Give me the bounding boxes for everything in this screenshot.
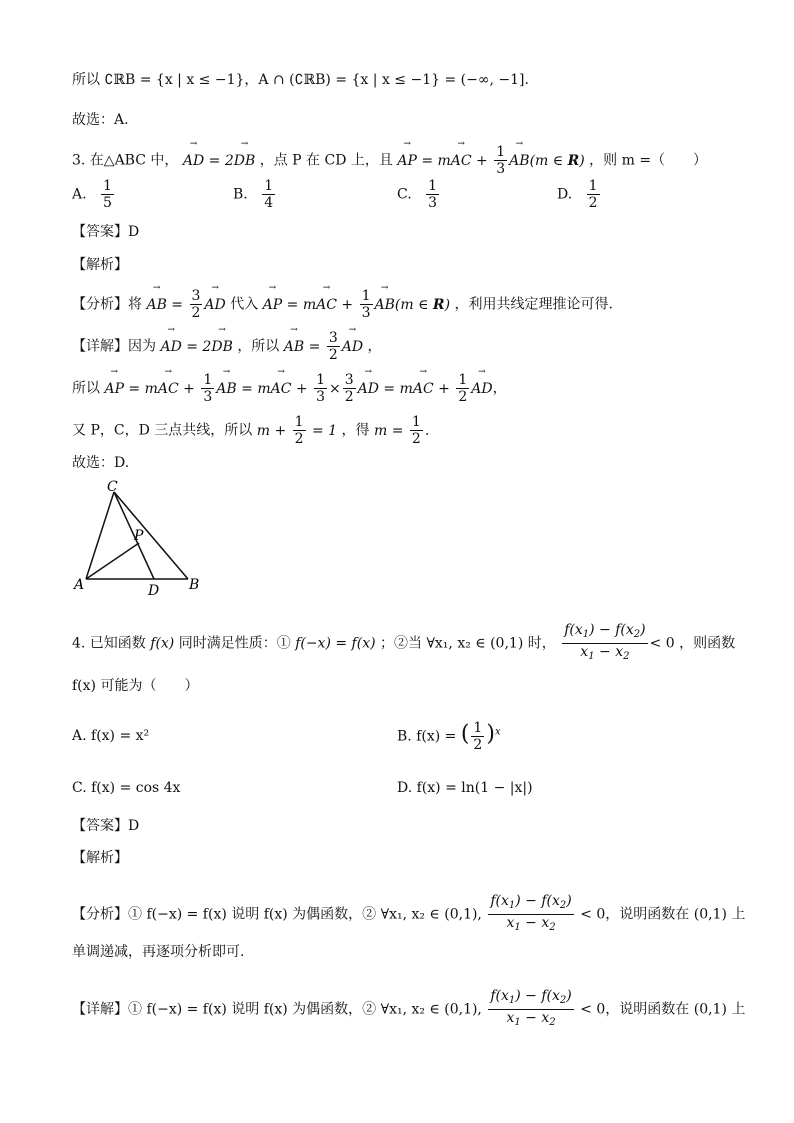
solution-line-complement: [72, 70, 529, 90]
edge-ca: [86, 492, 114, 579]
analysis-4-header: [72, 848, 128, 868]
formula-ap: → AP = m→ AC + $\frac{1}{3}$ → AB(m ∈ R): [397, 153, 584, 169]
edge-cb: [114, 492, 188, 579]
text: ，得: [341, 422, 370, 439]
option-d: D. $\frac{1}{2}$: [557, 178, 598, 211]
option-b: B. $\frac{1}{4}$: [233, 178, 274, 211]
analysis-4-fenxi: 【分析】① f(−x) = f(x) 说明 f(x) 为偶函数，② ∀x₁, x₂ ∈ (0,1), $\frac{f(x_1) - f(x_2)}{x_1 - x_2}$ < 0，说明函数在 (0,1) 上: [72, 893, 746, 933]
answer-choice-line: [72, 110, 129, 130]
question-3-stem: [72, 144, 707, 177]
analysis-3-fenxi: [72, 288, 613, 321]
label-d: D: [148, 583, 160, 599]
text: 3. 在△ABC 中，: [72, 152, 179, 169]
text: 单调递减，再逐项分析即可.: [72, 944, 245, 960]
option-b-4: B. f(x) = ( $\frac{1}{2}$ )$^x$: [397, 720, 501, 753]
analysis-3-header: [72, 255, 128, 275]
text: 又 P，C，D 三点共线，所以: [72, 422, 253, 439]
text: B. f(x) =: [397, 728, 457, 745]
text: A.: [72, 186, 87, 203]
text: D.: [557, 186, 573, 203]
answer-4: [72, 816, 139, 836]
label-a: A: [74, 577, 85, 593]
formula: → AP = m→ AC + $\frac{1}{3}$ → AB(m ∈ R): [263, 297, 450, 313]
text: 【分析】将: [72, 296, 142, 313]
text: 【解析】: [72, 257, 128, 273]
text: ，利用共线定理推论可得.: [454, 296, 613, 313]
text: < 0，说明函数在 (0,1) 上: [580, 1001, 746, 1018]
text: ；②当 ∀x₁, x₂ ∈ (0,1) 时，: [380, 635, 556, 652]
text: B.: [233, 186, 248, 203]
text: 【答案】D: [72, 818, 140, 834]
text: 所以: [72, 380, 100, 397]
text: < 0，说明函数在 (0,1) 上: [580, 906, 746, 923]
analysis-3-collinear: [72, 414, 429, 447]
analysis-4-fenxi-line2: [72, 942, 244, 962]
text: 【详解】① f(−x) = f(x) 说明 f(x) 为偶函数，② ∀x₁, x₂ ∈ (0,1),: [72, 1001, 482, 1018]
formula-ad-2db: → AD = 2→ DB: [183, 153, 255, 169]
text: A. f(x) = x²: [72, 728, 150, 744]
label-b: B: [189, 577, 200, 593]
text: 4. 已知函数: [72, 635, 146, 652]
question-4-stem-line2: [72, 676, 198, 696]
analysis-3-detail: [72, 330, 382, 363]
formula: m + $\frac{1}{2}$ = 1: [256, 414, 338, 447]
formula: → AB = $\frac{3}{2}$ → AD: [284, 339, 363, 355]
formula: → AD = 2→ DB: [160, 339, 232, 355]
text: 【分析】① f(−x) = f(x) 说明 f(x) 为偶函数，② ∀x₁, x₂ ∈ (0,1),: [72, 906, 482, 923]
text: C.: [397, 186, 412, 203]
text: C. f(x) = cos 4x: [72, 780, 181, 796]
text: 故选：A.: [72, 112, 129, 128]
option-c: C. $\frac{1}{3}$: [397, 178, 438, 211]
option-a-4: [72, 728, 149, 744]
analysis-4-detail: 【详解】① f(−x) = f(x) 说明 f(x) 为偶函数，② ∀x₁, x₂ ∈ (0,1), $\frac{f(x_1) - f(x_2)}{x_1 - x_2}$ < 0，说明函数在 (0,1) 上: [72, 988, 746, 1028]
triangle-figure: [70, 478, 210, 600]
analysis-3-derivation: 所以 → AP = m→ AC + $\frac{1}{3}$ → AB = m→ AC + $\frac{1}{3}$ × $\frac{3}{2}$ → AD = m→ AC + $\frac{1}{2}$ → AD，: [72, 372, 507, 405]
question-4-stem: 4. 已知函数 f(x) 同时满足性质：① f(−x) = f(x) ；②当 ∀x₁, x₂ ∈ (0,1) 时， $\frac{f(x_1) - f(x_2)}{x_1 - x_2}$ < 0 ，则函数: [72, 622, 736, 662]
text: ，: [367, 338, 382, 355]
answer-3: [72, 222, 139, 242]
text: f(x) 可能为（ ）: [72, 678, 199, 694]
answer-3-choice: [72, 453, 129, 473]
text: ，则 m =（ ）: [589, 152, 708, 169]
label-p: P: [134, 528, 144, 544]
text: ，所以: [237, 338, 280, 355]
formula: m = $\frac{1}{2}$ .: [374, 414, 430, 447]
text: 【答案】D: [72, 224, 140, 240]
text: ，则函数: [679, 635, 736, 652]
text: 所以 ∁ℝB = {x | x ≤ −1}，A ∩ (∁ℝB) = {x | x ≤ −1} = (−∞, −1].: [72, 72, 529, 88]
text: 故选：D.: [72, 455, 130, 471]
option-c-4: [72, 780, 180, 796]
text: 同时满足性质：①: [178, 635, 291, 652]
text: 代入: [230, 296, 259, 313]
edge-ap: [86, 543, 139, 579]
text: ，点 P 在 CD 上，且: [259, 152, 393, 169]
text: D. f(x) = ln(1 − |x|): [397, 780, 533, 796]
option-a: A. $\frac{1}{5}$: [72, 178, 112, 211]
text: 【详解】因为: [72, 338, 156, 355]
formula: → AP = m→ AC + $\frac{1}{3}$ → AB = m→ AC + $\frac{1}{3}$ × $\frac{3}{2}$ → AD = m→ AC + $\frac{1}{2}$ → AD: [104, 381, 492, 397]
text: 【解析】: [72, 850, 128, 866]
label-c: C: [107, 479, 118, 495]
formula: → AB = $\frac{3}{2}$ → AD: [146, 297, 225, 313]
option-d-4: [397, 780, 533, 796]
